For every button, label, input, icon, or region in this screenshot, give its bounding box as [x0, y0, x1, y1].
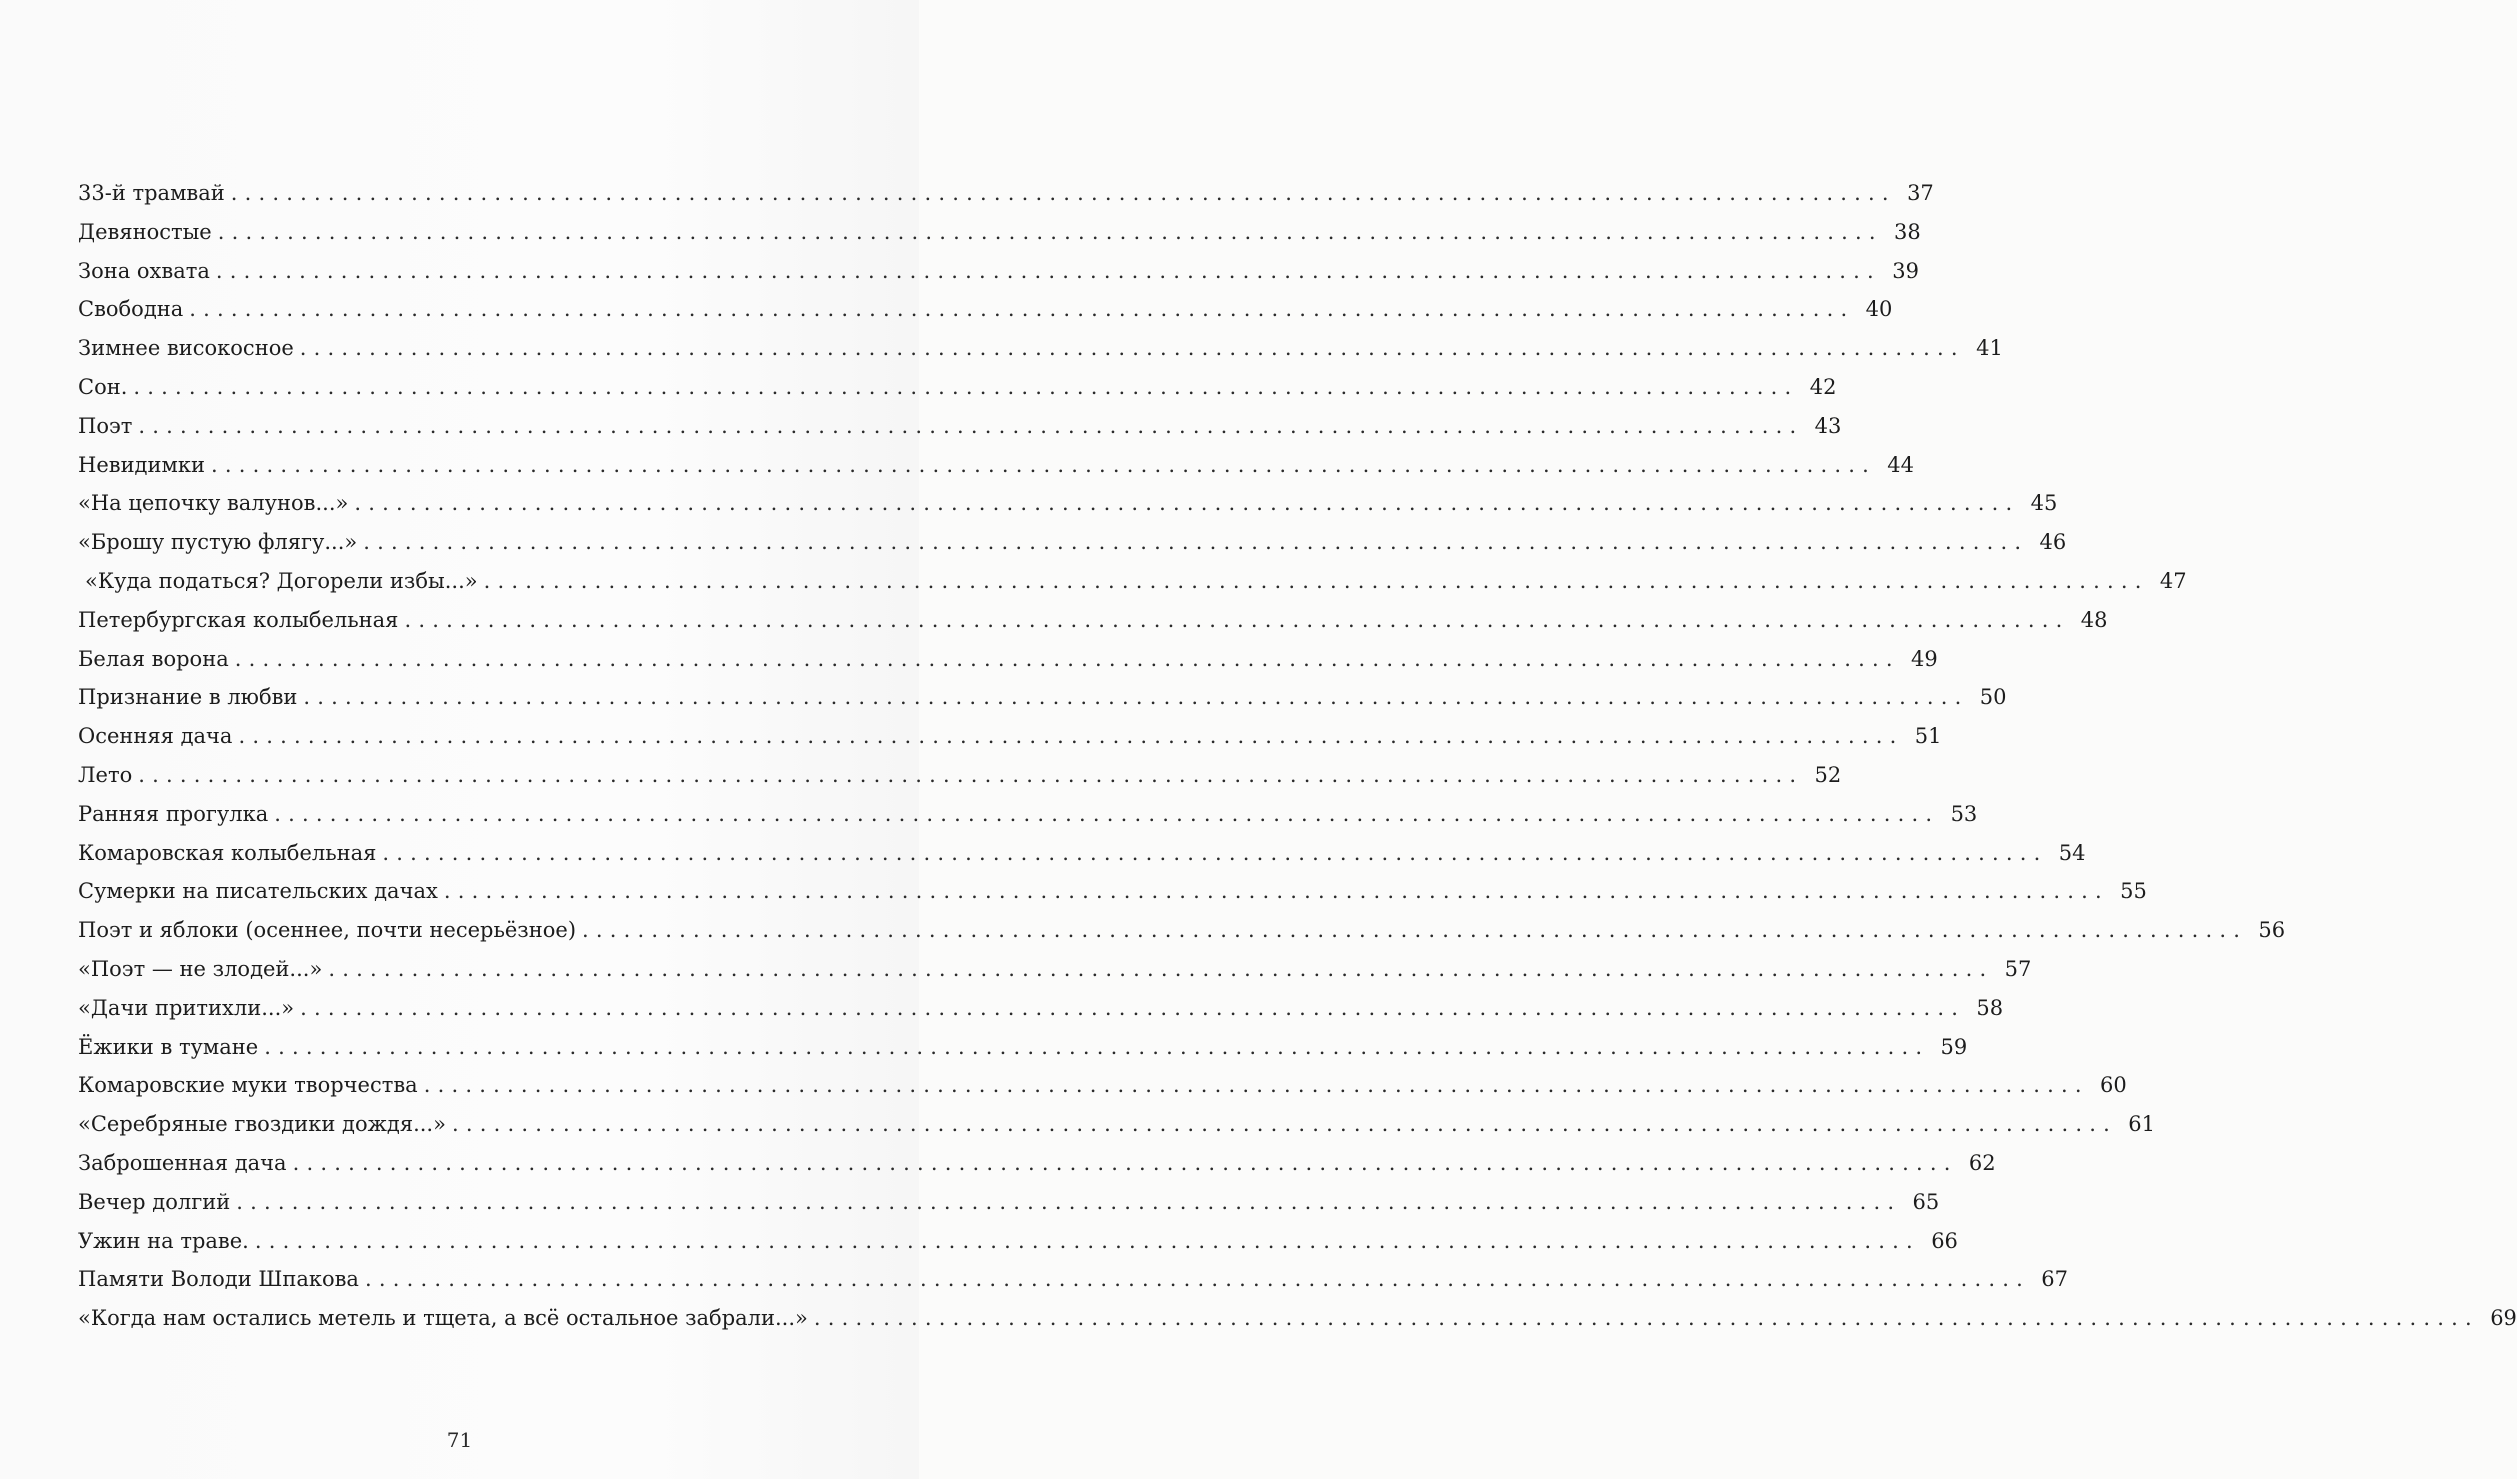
toc-entry-page: 46 — [2039, 530, 2067, 555]
toc-entry — [78, 290, 1893, 329]
toc-entry-title: Сумерки на писательских дачах — [78, 879, 438, 904]
dot-leader: ........................................................................................................................ — [404, 607, 2070, 632]
dot-leader: ........................................................................................................................ — [354, 491, 2020, 516]
dot-leader: ........................................................................................................................ — [423, 1073, 2089, 1098]
toc-entry-page: 47 — [2159, 568, 2187, 593]
toc-entry — [78, 252, 1919, 291]
dot-leader: ........................................................................................................................ — [363, 530, 2029, 555]
toc-entry-title: Ужин на траве. — [78, 1228, 249, 1253]
toc-entry-title: 33-й трамвай — [78, 181, 225, 205]
toc-entry — [78, 1299, 2517, 1338]
toc-entry — [78, 368, 1837, 407]
toc-entry-title: Поэт и яблоки (осеннее, почти несерьёзное) — [78, 918, 577, 943]
dot-leader: ........................................................................................................................ — [264, 1034, 1930, 1059]
toc-entry-title: Памяти Володи Шпакова — [78, 1267, 359, 1292]
toc-entry — [78, 1183, 1940, 1222]
toc-entry-page: 62 — [1968, 1150, 1996, 1175]
dot-leader: ........................................................................................................................ — [217, 219, 1883, 244]
toc-entry-page: 52 — [1814, 762, 1842, 787]
toc-entry — [78, 213, 1921, 252]
toc-entry-title: Вечер долгий — [78, 1189, 231, 1214]
dot-leader: ........................................................................................................................ — [483, 568, 2149, 593]
page-number: 71 — [446, 1428, 473, 1452]
toc-entry-title: Осенняя дача — [78, 724, 233, 749]
toc-entry — [78, 872, 2147, 911]
toc-entry-page: 56 — [2258, 918, 2286, 943]
toc-entry-title: Невидимки — [78, 452, 205, 477]
toc-entry-page: 59 — [1940, 1034, 1968, 1059]
toc-entry — [78, 523, 2067, 562]
toc-entry — [78, 1028, 1968, 1067]
toc-entry — [78, 329, 2003, 368]
dot-leader: ........................................................................................................................ — [230, 181, 1896, 205]
dot-leader: ........................................................................................................................ — [582, 918, 2248, 943]
toc-entry-title: «Когда нам остались метель и тщета, а всё остальное забрали...» — [78, 1306, 808, 1331]
toc-entry — [78, 1066, 2127, 1105]
toc-entry-page: 69 — [2490, 1306, 2517, 1331]
dot-leader: ........................................................................................................................ — [133, 374, 1799, 399]
toc-entry-page: 54 — [2058, 840, 2086, 865]
toc-entry — [78, 562, 2187, 601]
toc-entry-title: «Куда податься? Догорели избы...» — [85, 568, 478, 593]
dot-leader: ........................................................................................................................ — [813, 1306, 2479, 1331]
dot-leader: ........................................................................................................................ — [210, 452, 1876, 477]
toc-entry-page: 50 — [1979, 685, 2007, 710]
toc-entry — [78, 834, 2086, 873]
toc-entry — [78, 407, 1842, 446]
toc-entry — [78, 640, 1938, 679]
toc-entry — [78, 989, 2004, 1028]
toc-entry-title: «Дачи притихли...» — [78, 995, 295, 1020]
dot-leader: ........................................................................................................................ — [138, 413, 1804, 438]
toc-entry-page: 65 — [1912, 1189, 1940, 1214]
toc-entry — [78, 756, 1842, 795]
toc-entry-title: Лето — [78, 762, 133, 787]
toc-entry-title: Ёжики в тумане — [78, 1034, 259, 1059]
toc-entry-page: 57 — [2004, 956, 2032, 981]
dot-leader: ........................................................................................................................ — [382, 840, 2048, 865]
toc-entry — [78, 446, 1914, 485]
toc-entry-page: 43 — [1814, 413, 1842, 438]
toc-entry — [78, 601, 2108, 640]
toc-entry-title: Ранняя прогулка — [78, 801, 269, 826]
toc-entry-page: 48 — [2080, 607, 2108, 632]
toc-entry — [78, 950, 2032, 989]
toc-entry-title: Комаровские муки творчества — [78, 1073, 418, 1098]
toc-entry-page: 61 — [2128, 1112, 2155, 1137]
table-of-contents — [78, 174, 2517, 1338]
toc-entry-title: Петербургская колыбельная — [78, 607, 399, 632]
toc-entry-page: 45 — [2030, 491, 2058, 516]
dot-leader: ........................................................................................................................ — [215, 258, 1881, 283]
toc-entry — [78, 1144, 1996, 1183]
toc-entry-page: 53 — [1950, 801, 1978, 826]
toc-entry-title: «Поэт — не злодей...» — [78, 956, 323, 981]
toc-entry — [78, 795, 1978, 834]
toc-entry-title: Зимнее високосное — [78, 336, 294, 361]
toc-entry-page: 51 — [1914, 724, 1942, 749]
toc-entry-page: 66 — [1931, 1228, 1958, 1253]
toc-entry-title: Сон. — [78, 374, 128, 399]
toc-entry-title: Признание в любви — [78, 685, 298, 710]
toc-entry — [78, 1222, 1958, 1261]
dot-leader: ........................................................................................................................ — [254, 1228, 1920, 1253]
toc-entry-page: 42 — [1809, 374, 1837, 399]
toc-entry-page: 44 — [1887, 452, 1914, 477]
toc-entry — [78, 678, 2007, 717]
toc-entry-page: 58 — [1976, 995, 2004, 1020]
dot-leader: ........................................................................................................................ — [328, 956, 1994, 981]
dot-leader: ........................................................................................................................ — [189, 297, 1855, 322]
toc-entry — [78, 174, 1934, 213]
toc-entry-page: 41 — [1976, 336, 2003, 361]
toc-entry — [78, 1105, 2155, 1144]
toc-entry-title: Белая ворона — [78, 646, 229, 671]
toc-entry-page: 37 — [1907, 181, 1934, 205]
toc-entry — [78, 911, 2286, 950]
toc-entry-title: Девяностые — [78, 219, 212, 244]
toc-entry-title: Зона охвата — [78, 258, 210, 283]
toc-entry-title: «Брошу пустую флягу...» — [78, 530, 358, 555]
toc-entry-title: Комаровская колыбельная — [78, 840, 377, 865]
toc-entry-page: 38 — [1894, 219, 1921, 244]
toc-entry — [78, 1260, 2069, 1299]
toc-entry — [78, 717, 1942, 756]
dot-leader: ........................................................................................................................ — [238, 724, 1904, 749]
toc-entry-page: 67 — [2041, 1267, 2069, 1292]
toc-entry-page: 55 — [2120, 879, 2147, 904]
dot-leader: ........................................................................................................................ — [138, 762, 1804, 787]
dot-leader: ........................................................................................................................ — [303, 685, 1969, 710]
toc-entry — [78, 484, 2058, 523]
toc-entry-title: Свободна — [78, 297, 184, 322]
toc-entry-page: 39 — [1892, 258, 1919, 283]
dot-leader: ........................................................................................................................ — [292, 1150, 1958, 1175]
toc-entry-page: 40 — [1865, 297, 1893, 322]
dot-leader: ........................................................................................................................ — [451, 1112, 2117, 1137]
toc-entry-title: «Серебряные гвоздики дождя...» — [78, 1112, 446, 1137]
dot-leader: ........................................................................................................................ — [299, 336, 1965, 361]
toc-entry-page: 49 — [1911, 646, 1938, 671]
toc-entry-page: 60 — [2100, 1073, 2127, 1098]
toc-entry-title: Поэт — [78, 413, 133, 438]
dot-leader: ........................................................................................................................ — [300, 995, 1966, 1020]
toc-entry-title: «На цепочку валунов...» — [78, 491, 349, 516]
dot-leader: ........................................................................................................................ — [234, 646, 1900, 671]
dot-leader: ........................................................................................................................ — [443, 879, 2109, 904]
dot-leader: ........................................................................................................................ — [364, 1267, 2031, 1292]
dot-leader: ........................................................................................................................ — [274, 801, 1940, 826]
toc-entry-title: Заброшенная дача — [78, 1150, 287, 1175]
dot-leader: ........................................................................................................................ — [236, 1189, 1902, 1214]
